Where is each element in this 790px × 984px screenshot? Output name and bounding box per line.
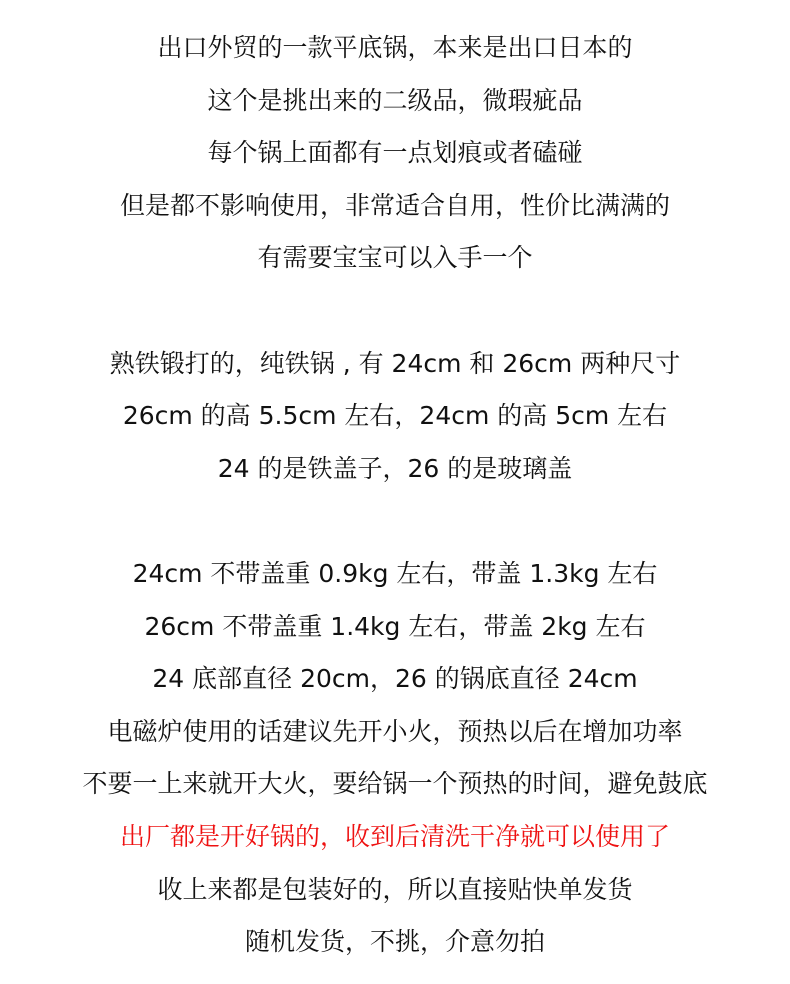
highlight-line: 出厂都是开好锅的，收到后清洗干净就可以使用了 — [119, 821, 670, 851]
random-shipping-line: 随机发货，不挑，介意勿拍 — [244, 927, 545, 957]
intro-line-3: 每个锅上面都有一点划痕或者磕碰 — [207, 138, 583, 168]
intro-line-1: 出口外贸的一款平底锅，本来是出口日本的 — [157, 33, 633, 62]
paragraph-spacer — [0, 495, 790, 548]
intro-paragraph — [0, 22, 790, 285]
intro-line-5: 有需要宝宝可以入手一个 — [257, 243, 533, 273]
shipping-line: 收上来都是包装好的，所以直接贴快单发货 — [157, 874, 633, 904]
size-line-3: 24 的是铁盖子，26 的是玻璃盖 — [217, 453, 573, 483]
usage-line-2: 不要一上来就开大火，要给锅一个预热的时间，避免鼓底 — [82, 769, 708, 799]
weight-line-26cm: 26cm 不带盖重 1.4kg 左右，带盖 2kg 左右 — [144, 611, 646, 641]
diameter-line: 24 底部直径 20cm，26 的锅底直径 24cm — [152, 664, 638, 694]
weight-line-24cm: 24cm 不带盖重 0.9kg 左右，带盖 1.3kg 左右 — [132, 558, 658, 588]
details-paragraph — [0, 548, 790, 969]
intro-line-4: 但是都不影响使用，非常适合自用，性价比满满的 — [119, 190, 670, 220]
paragraph-spacer — [0, 285, 790, 338]
size-line-1: 熟铁锻打的，纯铁锅 , 有 24cm 和 26cm 两种尺寸 — [109, 348, 681, 378]
intro-line-2: 这个是挑出来的二级品，微瑕疵品 — [207, 85, 583, 115]
size-line-2: 26cm 的高 5.5cm 左右，24cm 的高 5cm 左右 — [122, 401, 668, 431]
usage-line-1: 电磁炉使用的话建议先开小火，预热以后在增加功率 — [107, 716, 683, 746]
size-paragraph — [0, 338, 790, 496]
product-description — [0, 22, 790, 969]
